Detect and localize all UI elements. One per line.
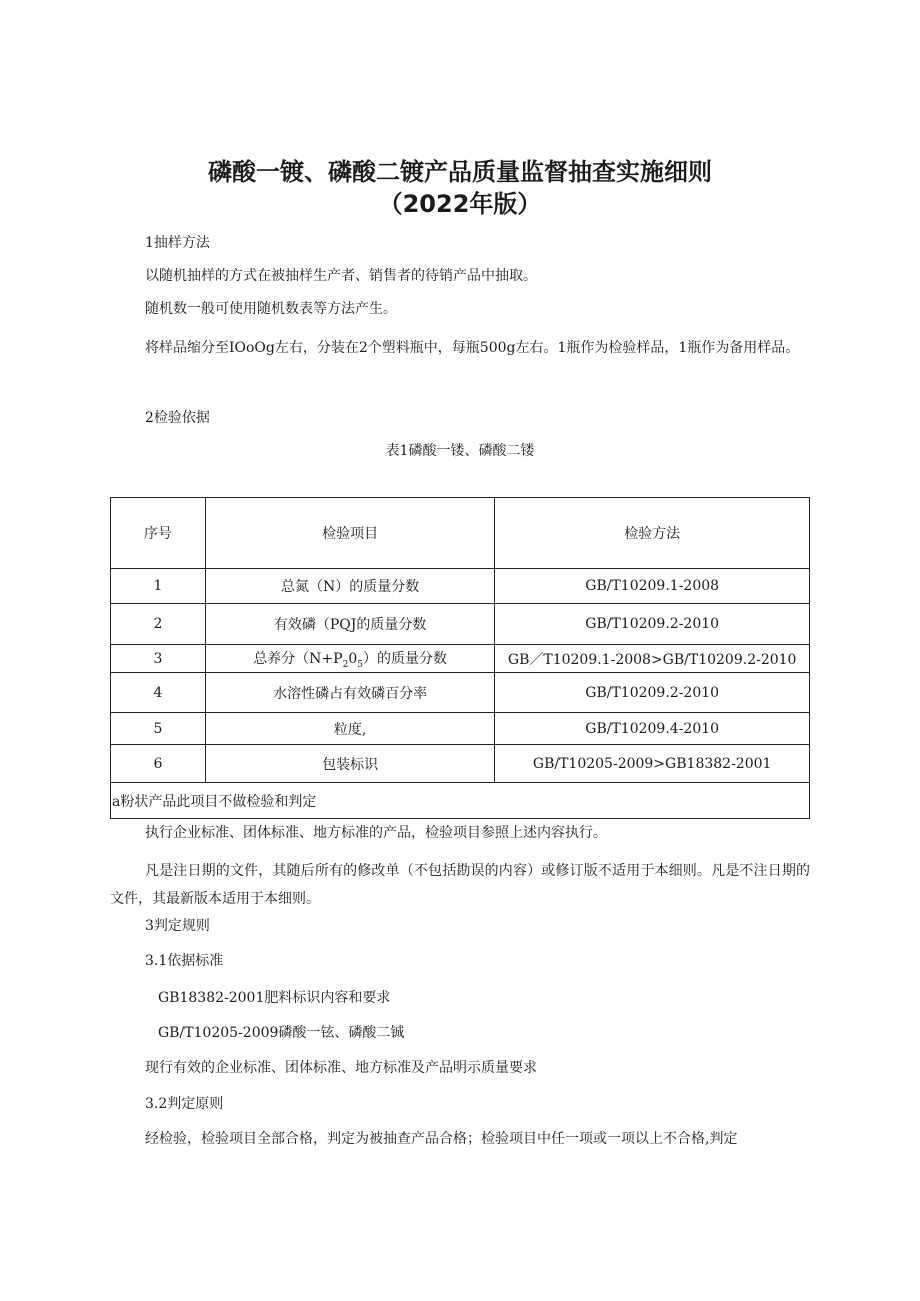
cell-item: 包装标识 xyxy=(205,745,495,783)
section-1-heading: 1抽样方法 xyxy=(145,235,210,251)
cell-no: 3 xyxy=(111,645,206,673)
cell-no: 5 xyxy=(111,713,206,745)
document-title: 磷酸一镀、磷酸二镀产品质量监督抽查实施细则 xyxy=(208,158,712,186)
table-row xyxy=(111,745,810,783)
cell-item xyxy=(205,645,495,673)
cell-method: GB/T10205-2009>GB18382-2001 xyxy=(495,745,810,783)
cell-item-part: 0 xyxy=(348,650,358,667)
inspection-table xyxy=(110,497,810,819)
paragraph-sample-division: 将样品缩分至IOoOg左右，分装在2个塑料瓶中，每瓶500g左右。1瓶作为检验样品，1瓶作为备用样品。 xyxy=(145,340,800,356)
table-row xyxy=(111,604,810,645)
paragraph-sampling-method: 以随机抽样的方式在被抽样生产者、销售者的待销产品中抽取。 xyxy=(145,268,537,284)
cell-method: GB/T10209.2-2010 xyxy=(495,673,810,713)
section-3-1-heading: 3.1依据标准 xyxy=(145,953,224,969)
cell-method: GB/T10209.4-2010 xyxy=(495,713,810,745)
table-note-row xyxy=(111,783,810,819)
paragraph-judgment-principle: 经检验，检验项目全部合格，判定为被抽查产品合格；检验项目中任一项或一项以上不合格,判定 xyxy=(145,1131,738,1147)
cell-item: 水溶性磷占有效磷百分率 xyxy=(205,673,495,713)
standard-reference-1: GB18382-2001肥料标识内容和要求 xyxy=(158,990,391,1006)
cell-no: 4 xyxy=(111,673,206,713)
paragraph-random-number: 随机数一般可使用随机数表等方法产生。 xyxy=(145,301,397,317)
section-2-heading: 2检验依据 xyxy=(145,410,210,426)
cell-no: 6 xyxy=(111,745,206,783)
header-inspection-item: 检验项目 xyxy=(205,498,495,569)
table-row xyxy=(111,713,810,745)
standard-reference-2: GB/T10205-2009磷酸一铉、磷酸二铖 xyxy=(158,1025,405,1041)
cell-item: 总氮（N）的质量分数 xyxy=(205,569,495,604)
header-inspection-method: 检验方法 xyxy=(495,498,810,569)
table-note: a粉状产品此项目不做检验和判定 xyxy=(111,783,810,819)
table-caption: 表1磷酸一镂、磷酸二镂 xyxy=(385,443,535,459)
document-subtitle: （2022年版） xyxy=(378,190,542,218)
cell-item-part: 总养分（N+P xyxy=(253,650,343,667)
cell-item: 粒度, xyxy=(205,713,495,745)
table-row xyxy=(111,569,810,604)
header-serial-number: 序号 xyxy=(111,498,206,569)
cell-no: 1 xyxy=(111,569,206,604)
standard-reference-3: 现行有效的企业标准、团体标准、地方标准及产品明示质量要求 xyxy=(145,1060,537,1076)
table-row xyxy=(111,645,810,673)
cell-no: 2 xyxy=(111,604,206,645)
cell-method: GB／T10209.1-2008>GB/T10209.2-2010 xyxy=(495,645,810,673)
subscript: 2 xyxy=(342,659,349,670)
cell-method: GB/T10209.2-2010 xyxy=(495,604,810,645)
cell-item-part: ）的质量分数 xyxy=(362,650,447,667)
paragraph-dated-documents: 凡是注日期的文件，其随后所有的修改单（不包括勘误的内容）或修订版不适用于本细则。凡是不注日期的文件，其最新版本适用于本细则。 xyxy=(110,863,810,907)
paragraph-enterprise-standard: 执行企业标准、团体标准、地方标准的产品，检验项目参照上述内容执行。 xyxy=(145,825,607,841)
section-3-heading: 3判定规则 xyxy=(145,918,210,934)
section-3-2-heading: 3.2判定原则 xyxy=(145,1096,224,1112)
table-row xyxy=(111,673,810,713)
cell-item: 有效磷（PQJ的质量分数 xyxy=(205,604,495,645)
table-header-row xyxy=(111,498,810,569)
cell-method: GB/T10209.1-2008 xyxy=(495,569,810,604)
subscript: 5 xyxy=(357,659,363,670)
